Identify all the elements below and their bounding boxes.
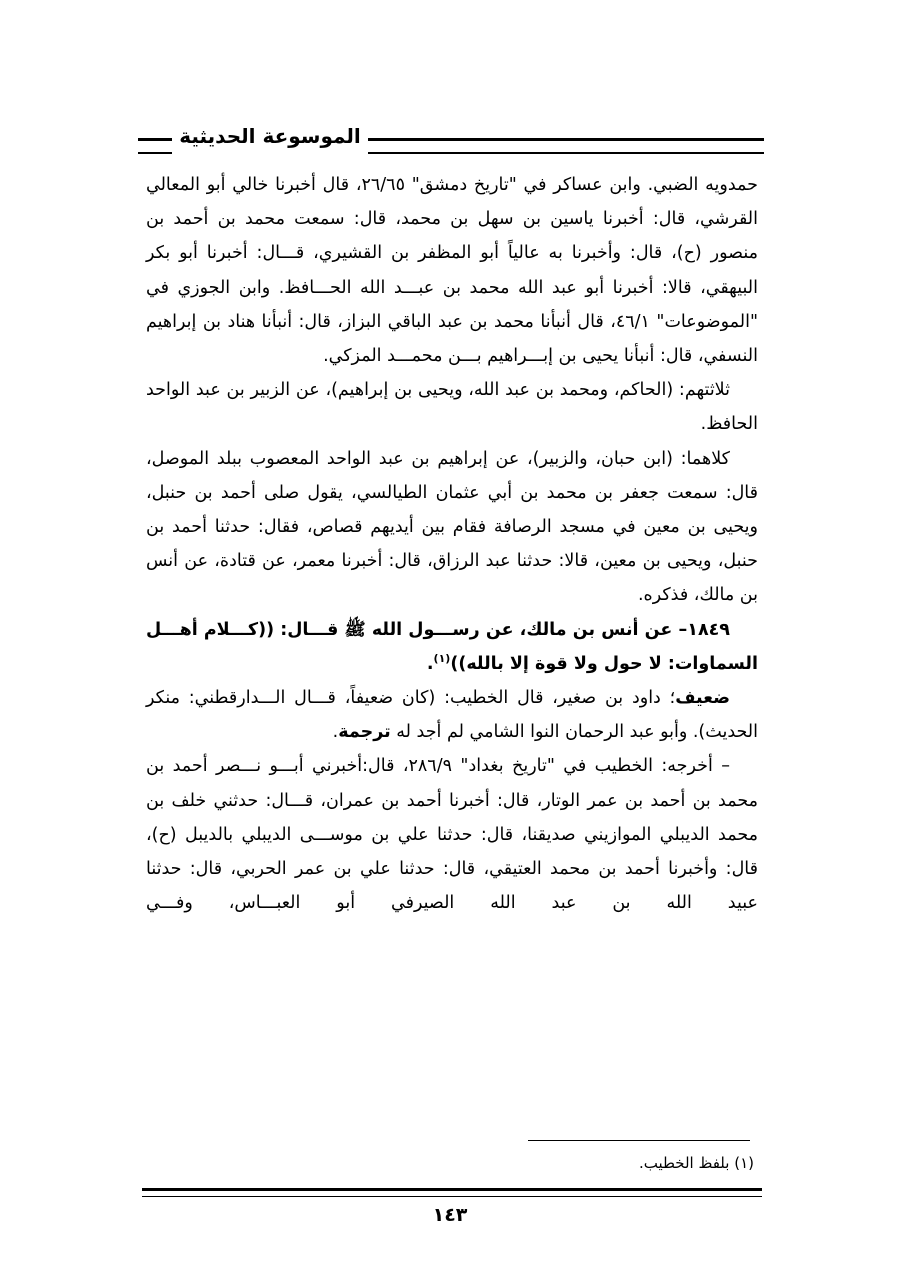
paragraph-three-narrators: ثلاثتهم: (الحاكم، ومحمد بن عبد الله، ويحيى بن إبراهيم)، عن الزبير بن عبد الواحد الحافظ. [146,380,758,435]
paragraph-sources: حمدويه الضبي. وابن عساكر في "تاريخ دمشق" ٢٦/٦٥، قال أخبرنا خالي أبو المعالي القرشي، قال: أخبرنا ياسين بن سهل بن محمد، قال: سمعت محمد بن أحمد بن منصور (ح)، قال: وأخبرنا به عالياً أبو المظفر بن القشيري، قـــال: أخبرنا أبو بكر البيهقي، قالا: أخبرنا أبو عبد الله محمد بن عبـــد الله الحـــافظ. وابن الجوزي في "الموضوعات" ٤٦/١، قال أنبأنا محمد بن عبد الباقي البزاز، قال: أنبأنا هناد بن إبراهيم النسفي، قال: أنبأنا يحيى بن إبـــراهيم بـــن محمـــد المزكي. [146,175,759,367]
grading-end: . [332,722,339,743]
takhrij-paragraph: – أخرجه: الخطيب في "تاريخ بغداد" ٢٨٦/٩، قال:أخبرني أبـــو نـــصر أحمد بن محمد بن أحمد بن عمر الوتار، قال: أخبرنا أحمد بن عمران، قـــال: حدثني خلف بن محمد الديبلي الموازيني صديقنا، قال: حدثنا علي بن موســـى الديبلي بالديبل (ح)، قال: وأخبرنا أحمد بن محمد العتيقي، قال: حدثنا علي بن عمر الحربي، قال: حدثنا عبيد الله بن عبد الله الصيرفي أبو العبـــاس، وفـــي [146,756,758,914]
header-rule-right [368,138,764,154]
grading-paragraph [146,681,758,749]
grading-text: ؛ داود بن صغير، قال الخطيب: (كان ضعيفاً، قـــال الـــدارقطني: منكر الحديث). وأبو عبد الرحمان النوا الشامي لم أجد له [146,688,758,743]
hadith-body: ١٨٤٩– عن أنس بن مالك، عن رســـول الله ﷺ قـــال: ((كـــلام أهـــل السماوات: لا حول ولا قوة إلا بالله)) [146,619,758,674]
header-rule-left [138,138,172,154]
footnote-separator [528,1140,750,1141]
paragraph-both-narrators: كلاهما: (ابن حبان، والزبير)، عن إبراهيم بن عبد الواحد المعصوب ببلد الموصل، قال: سمعت جعفر بن محمد بن أبي عثمان الطيالسي، يقول صلى أحمد بن حنبل، ويحيى بن معين في مسجد الرصافة فقام بين أيديهم قصاص، فقال: حدثنا أحمد بن حنبل، ويحيى بن معين، قالا: حدثنا عبد الرزاق، قال: أخبرنا معمر، عن قتادة، عن أنس بن مالك، فذكره. [146,448,758,606]
grading-label: ضعيف [675,688,730,709]
footnote: (١) بلفظ الخطيب. [638,1154,754,1172]
grading-bold-end: ترجمة [338,722,391,743]
hadith-end: . [426,653,434,674]
bottom-rule [142,1188,762,1197]
page-header-title: الموسوعة الحديثية [179,124,361,148]
main-text [146,168,758,920]
hadith-text [146,613,758,681]
footnote-reference[interactable]: (١) [433,652,451,666]
page-number: ١٤٣ [432,1204,468,1226]
